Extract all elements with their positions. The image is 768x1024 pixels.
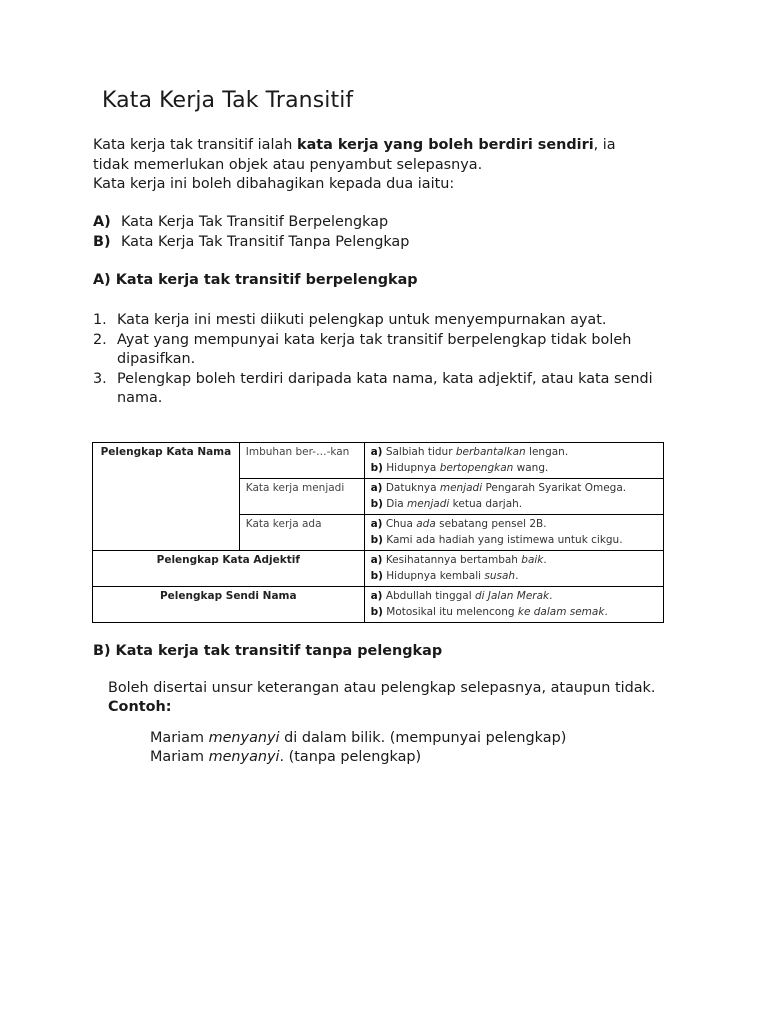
example-label: b): [370, 461, 383, 474]
example-b: [371, 461, 657, 477]
example-italic: menyanyi: [208, 749, 280, 765]
category-kata-nama: Pelengkap Kata Nama: [93, 443, 240, 551]
examples-cell: [364, 551, 663, 587]
example-italic: bertopengkan: [439, 461, 514, 474]
contoh-label: Contoh:: [108, 699, 172, 715]
intro-line-1: [93, 136, 693, 156]
point-number: 2.: [93, 331, 107, 348]
example-a: [371, 445, 657, 461]
examples-cell: [364, 587, 663, 623]
point-text: Ayat yang mempunyai kata kerja tak transitif berpelengkap tidak boleh dipasifkan.: [117, 331, 632, 367]
example-italic: menjadi: [407, 497, 450, 510]
example-label: a): [370, 518, 383, 530]
example-text: Hidupnya: [382, 461, 440, 474]
example-b: [371, 605, 657, 621]
example-text: wang.: [513, 461, 549, 474]
point-text: Pelengkap boleh terdiri daripada kata nama, kata adjektif, atau kata sendi nama.: [117, 370, 653, 406]
option-a-label: A): [93, 214, 111, 230]
point-item: [93, 370, 683, 409]
point-text: Kata kerja ini mesti diikuti pelengkap untuk menyempurnakan ayat.: [117, 312, 607, 328]
intro-line-1-start: Kata kerja tak transitif ialah: [93, 137, 297, 153]
table-row: [93, 443, 664, 479]
example-b: [371, 569, 657, 585]
example-text: Kesihatannya bertambah: [382, 554, 522, 566]
example-label: b): [370, 497, 383, 510]
example-text: Abdullah tinggal: [382, 590, 475, 602]
example-a: [371, 553, 657, 569]
section-a-heading: A) Kata kerja tak transitif berpelengkap: [93, 272, 418, 288]
example-label: b): [370, 605, 383, 618]
example-label: a): [370, 590, 383, 602]
example-text: ketua darjah.: [449, 497, 523, 510]
example-a: [371, 517, 657, 533]
subcategory-cell: Imbuhan ber-…-kan: [239, 443, 364, 479]
pelengkap-table: [92, 442, 664, 623]
example-text: Kami ada hadiah yang istimewa untuk cikgu.: [382, 533, 623, 546]
section-b-text: Boleh disertai unsur keterangan atau pelengkap selepasnya, ataupun tidak.: [108, 680, 656, 696]
category-kata-adjektif: Pelengkap Kata Adjektif: [93, 551, 365, 587]
example-text: Pengarah Syarikat Omega.: [482, 482, 627, 494]
option-b-text: Kata Kerja Tak Transitif Tanpa Pelengkap: [121, 233, 410, 250]
example-sentence: [150, 729, 566, 748]
point-item: [93, 331, 683, 370]
example-text: . (tanpa pelengkap): [279, 749, 422, 765]
example-text: sebatang pensel 2B.: [435, 518, 547, 530]
intro-line-1-bold: kata kerja yang boleh berdiri sendiri: [297, 137, 594, 153]
example-text: .: [515, 569, 519, 582]
example-text: di dalam bilik. (mempunyai pelengkap): [279, 730, 567, 746]
example-text: .: [604, 605, 608, 618]
examples-cell: [364, 479, 663, 515]
example-text: lengan.: [525, 446, 569, 458]
example-text: .: [549, 590, 553, 602]
example-italic: baik: [521, 554, 544, 566]
example-italic: ada: [416, 518, 436, 530]
section-a-points: [93, 311, 683, 409]
intro-line-3: Kata kerja ini boleh dibahagikan kepada dua iaitu:: [93, 176, 455, 192]
example-b: [371, 497, 657, 513]
intro-line-1-end: , ia: [593, 137, 616, 153]
examples-cell: [364, 443, 663, 479]
example-italic: susah: [484, 569, 516, 582]
page-title: Kata Kerja Tak Transitif: [102, 88, 354, 113]
subcategory-cell: Kata kerja ada: [239, 515, 364, 551]
example-italic: menjadi: [439, 482, 483, 494]
example-text: Datuknya: [382, 482, 440, 494]
category-sendi-nama: Pelengkap Sendi Nama: [93, 587, 365, 623]
example-label: b): [370, 569, 383, 582]
point-item: [93, 311, 683, 331]
example-label: a): [370, 446, 383, 458]
intro-paragraph: [93, 136, 693, 195]
subcategory-cell: Kata kerja menjadi: [239, 479, 364, 515]
section-b-paragraph: [108, 679, 655, 717]
point-number: 1.: [93, 312, 107, 328]
example-italic: di Jalan Merak: [474, 590, 550, 602]
example-label: b): [370, 533, 383, 546]
example-label: a): [370, 554, 383, 566]
examples-cell: [364, 515, 663, 551]
option-a-text: Kata Kerja Tak Transitif Berpelengkap: [121, 214, 389, 230]
example-text: .: [543, 554, 547, 566]
example-text: Hidupnya kembali: [382, 569, 485, 582]
example-b: [371, 533, 657, 549]
example-text: Mariam: [150, 730, 209, 746]
example-text: Mariam: [150, 749, 209, 765]
option-b-label: B): [93, 233, 111, 250]
example-text: Chua: [382, 518, 417, 530]
intro-line-2: tidak memerlukan objek atau penyambut selepasnya.: [93, 156, 483, 173]
table-row: [93, 587, 664, 623]
section-b-examples: [150, 729, 566, 767]
example-text: Motosikal itu melencong: [382, 605, 518, 618]
option-a: [93, 213, 409, 233]
example-italic: menyanyi: [208, 730, 280, 746]
example-a: [371, 589, 657, 605]
options-list: [93, 213, 409, 252]
section-b-heading: B) Kata kerja tak transitif tanpa pelengkap: [93, 643, 443, 659]
option-b: [93, 233, 409, 253]
example-label: a): [370, 482, 383, 494]
point-number: 3.: [93, 370, 107, 387]
example-italic: berbantalkan: [455, 446, 526, 458]
example-italic: ke dalam semak: [517, 605, 605, 618]
example-a: [371, 481, 657, 497]
example-text: Dia: [382, 497, 408, 510]
table-row: [93, 551, 664, 587]
example-sentence: [150, 748, 566, 767]
example-text: Salbiah tidur: [382, 446, 456, 458]
